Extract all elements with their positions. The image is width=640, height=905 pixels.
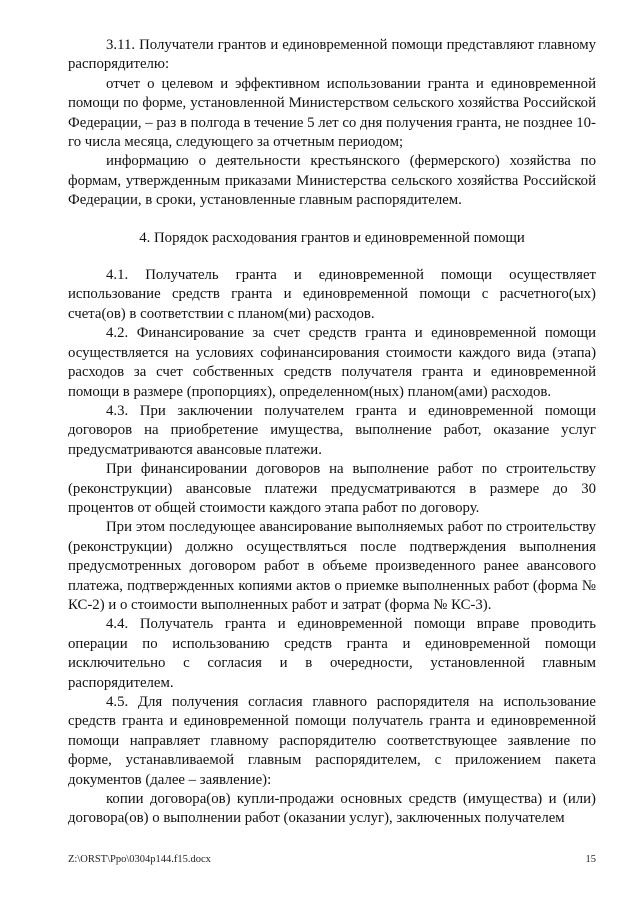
paragraph-4-3: 4.3. При заключении получателем гранта и единовременной помощи договоров на приобретение имущества, выполнение работ, оказание услуг предусматриваются авансовые платежи.	[68, 402, 596, 458]
paragraph-3-11-information: информацию о деятельности крестьянского (фермерского) хозяйства по формам, утвержденным приказами Министерства сельского хозяйства Российской Федерации, в сроки, установленные главным распорядителем.	[68, 153, 596, 209]
paragraph-4-1: 4.1. Получатель гранта и единовременной помощи осуществляет использование средств гранта и единовременной помощи с расчетного(ых) счета(ов) в соответствии с планом(ми) расходов.	[68, 267, 596, 322]
paragraph-4-2: 4.2. Финансирование за счет средств гранта и единовременной помощи осуществляется на условиях софинансирования стоимости каждого вида (этапа) расходов за счет собственных средств получателя гранта и единовременной помощи в размере (пропорциях), определенном(ных) планом(ами) расходов.	[68, 325, 596, 400]
paragraph-3-11-intro: 3.11. Получатели грантов и единовременной помощи представляют главному распорядителю:	[68, 37, 596, 73]
paragraph-4-5-copies: копии договора(ов) купли-продажи основных средств (имущества) и (или) договора(ов) о выполнении работ (оказании услуг), заключенных получателем	[68, 791, 596, 827]
section-4-heading: 4. Порядок расходования грантов и единовременной помощи	[139, 229, 525, 246]
document-page	[68, 36, 596, 829]
footer-file-path: Z:\ORST\Ppo\0304p144.f15.docx	[68, 854, 211, 865]
paragraph-4-3-advance: При этом последующее авансирование выполняемых работ по строительству (реконструкции) должно осуществляться после подтверждения выполнения предусмотренных договором работ в объеме произведенного ранее авансового платежа, подтвержденных копиями актов о приемке выполненных работ (форма № КС-2) и о стоимости выполненных работ и затрат (форма № КС-3).	[68, 519, 596, 613]
paragraph-3-11-report: отчет о целевом и эффективном использовании гранта и единовременной помощи по форме, установленной Министерством сельского хозяйства Российской Федерации, – раз в полгода в течение 5 лет со дня получения гранта, не позднее 10-го числа месяца, следующего за отчетным периодом;	[68, 75, 596, 151]
footer-page-number: 15	[585, 854, 596, 865]
paragraph-4-5: 4.5. Для получения согласия главного распорядителя на использование средств гранта и единовременной помощи получатель гранта и единовременной помощи направляет главному распорядителю соответствующее заявление по форме, устанавливаемой главным распорядителем, с приложением пакета документов (далее – заявление):	[68, 694, 596, 788]
paragraph-4-3-construction: При финансировании договоров на выполнение работ по строительству (реконструкции) авансовые платежи предусматриваются в размере до 30 процентов от общей стоимости каждого этапа работ по договору.	[68, 461, 596, 516]
paragraph-4-4: 4.4. Получатель гранта и единовременной помощи вправе проводить операции по использованию средств гранта и единовременной помощи исключительно с согласия и в очередности, установленной главным распорядителем.	[68, 616, 596, 691]
